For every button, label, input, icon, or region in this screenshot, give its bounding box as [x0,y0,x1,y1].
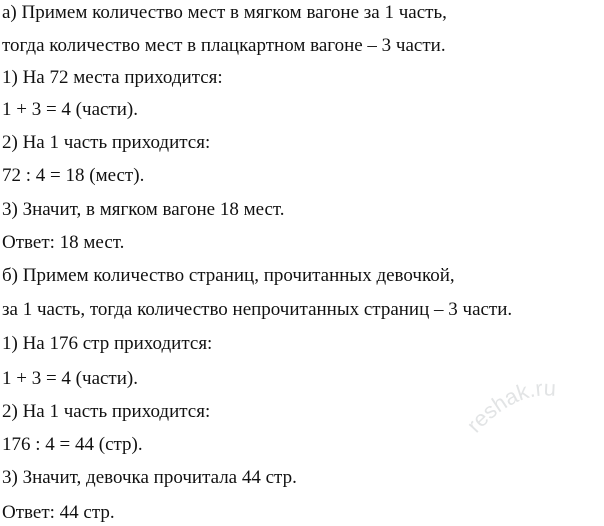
text-line-b-step-2: 2) На 1 часть приходится: [2,401,211,422]
text-line-b-calc-1: 1 + 3 = 4 (части). [2,368,138,389]
reshak-watermark-logo [468,372,604,442]
text-line-b-calc-2: 176 : 4 = 44 (стр). [2,434,143,455]
text-line-b-step-1: 1) На 176 стр приходится: [2,333,213,354]
text-line-b-intro-1: б) Примем количество страниц, прочитанных девочкой, [2,265,455,286]
text-line-a-calc-2: 72 : 4 = 18 (мест). [2,165,145,186]
text-line-b-intro-2: за 1 часть, тогда количество непрочитанных страниц – 3 части. [2,299,513,320]
text-line-a-answer: Ответ: 18 мест. [2,232,125,253]
text-line-a-step-3: 3) Значит, в мягком вагоне 18 мест. [2,199,285,220]
text-line-a-step-1: 1) На 72 места приходится: [2,67,223,88]
text-line-a-intro-2: тогда количество мест в плацкартном вагоне – 3 части. [2,35,446,56]
svg-text:reshak.ru [468,375,557,437]
watermark-text: eshak.ru [468,375,557,433]
text-line-a-calc-1: 1 + 3 = 4 (части). [2,99,138,120]
text-line-a-step-2: 2) На 1 часть приходится: [2,132,211,153]
text-line-b-answer: Ответ: 44 стр. [2,502,115,523]
text-line-a-intro-1: а) Примем количество мест в мягком вагоне за 1 часть, [2,2,447,23]
text-line-b-step-3: 3) Значит, девочка прочитала 44 стр. [2,467,297,488]
